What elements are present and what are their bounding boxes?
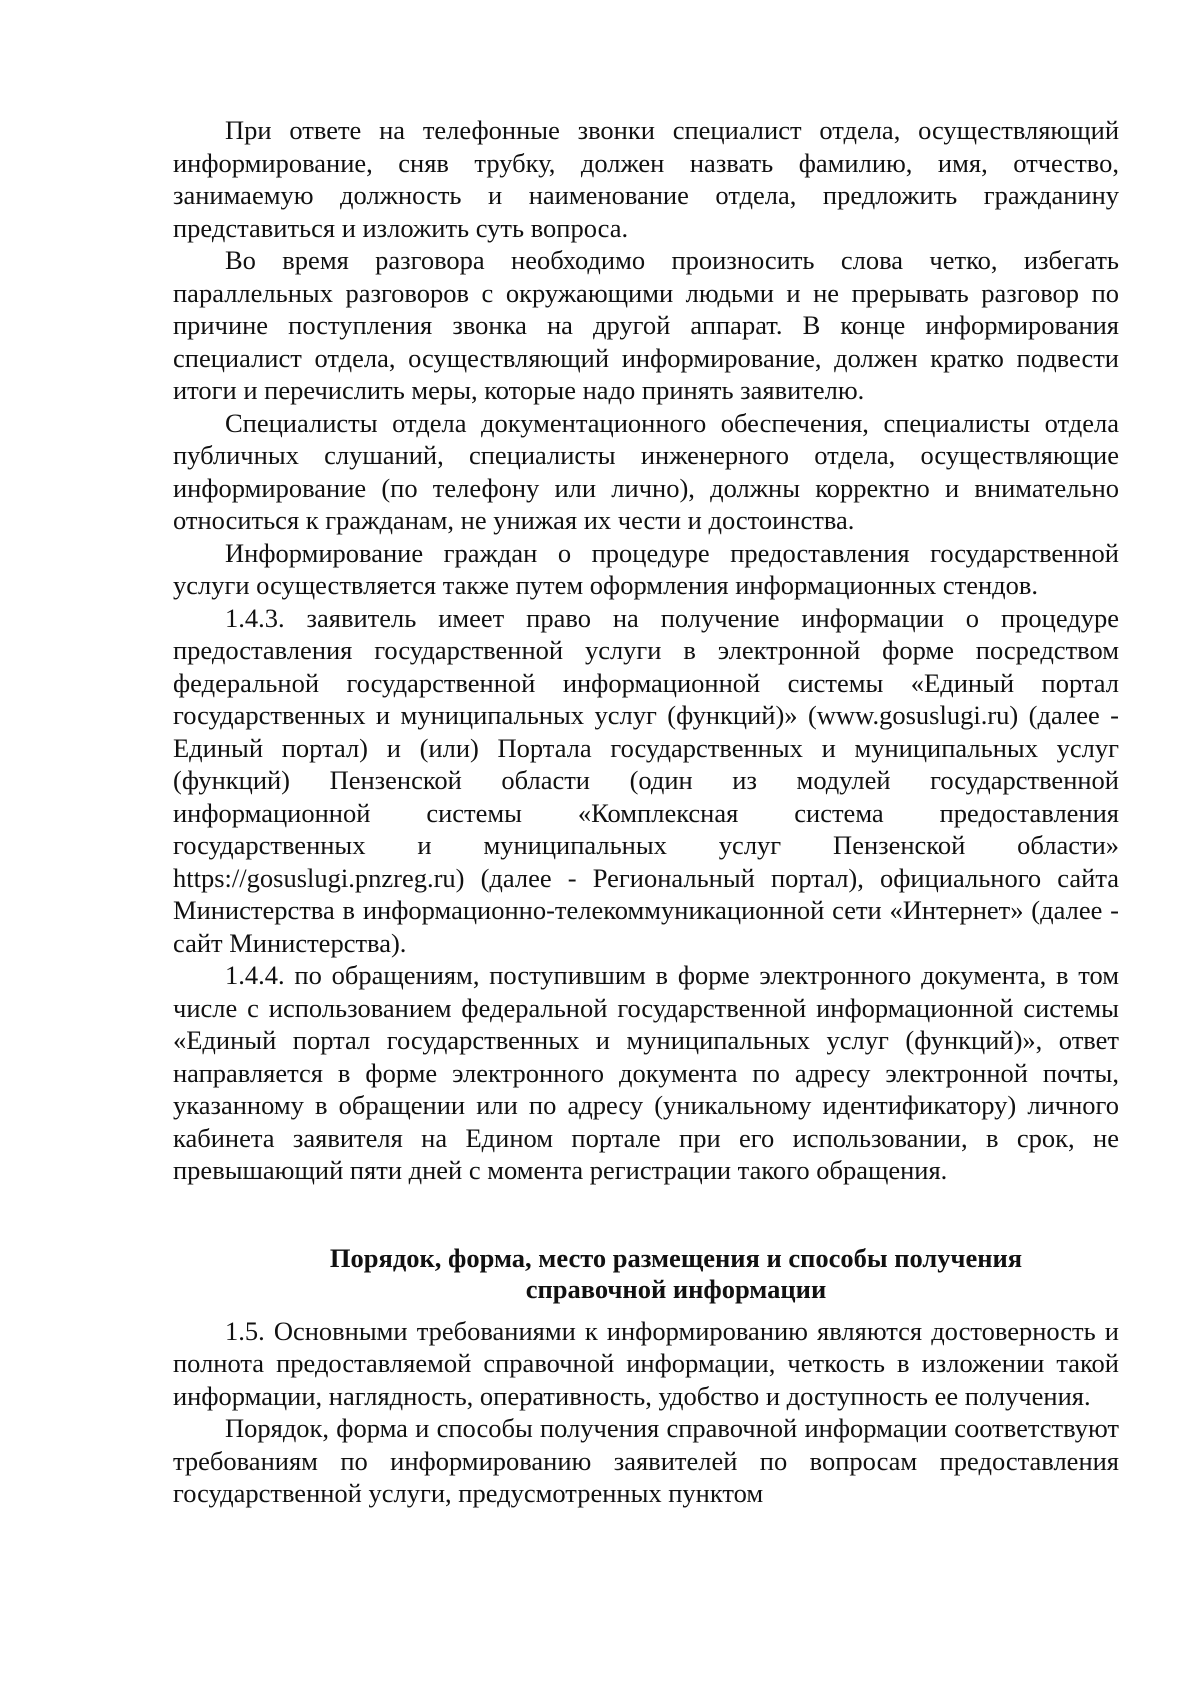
paragraph-1-5: 1.5. Основными требованиями к информированию являются достоверность и полнота предоставляемой справочной информации, четкость в изложении такой информации, наглядность, оперативность, удобство и доступность ее получения. — [173, 1315, 1119, 1411]
section-title-line-1: Порядок, форма, место размещения и способы получения — [329, 1242, 1023, 1273]
paragraph-1-4-3: 1.4.3. заявитель имеет право на получение информации о процедуре предоставления государственной услуги в электронной форме посредством федеральной государственной информационной системы «Единый портал государственных и муниципальных услуг (функций)» (www.gosuslugi.ru) (далее - Единый портал) и (или) Портала государственных и муниципальных услуг (функций) Пензенской области (один из модулей государственной информационной системы «Комплексная система предоставления государственных и муниципальных услуг Пензенской области» https://gosuslugi.pnzreg.ru) (далее - Региональный портал), официального сайта Министерства в информационно-телекоммуникационной сети «Интернет» (далее - сайт Министерства). — [173, 602, 1119, 958]
paragraph-info-stands: Информирование граждан о процедуре предоставления государственной услуги осуществляется также путем оформления информационных стендов. — [173, 537, 1119, 600]
section-title — [173, 1243, 1119, 1305]
paragraph-conversation-rules: Во время разговора необходимо произносить слова четко, избегать параллельных разговоров с окружающими людьми и не прерывать разговор по причине поступления звонка на другой аппарат. В конце информирования специалист отдела, осуществляющий информирование, должен кратко подвести итоги и перечислить меры, которые надо принять заявителю. — [173, 245, 1119, 405]
paragraph-order-form-methods: Порядок, форма и способы получения справочной информации соответствуют требованиям по информированию заявителей по вопросам предоставления государственной услуги, предусмотренных пунктом — [173, 1413, 1119, 1508]
document-page — [173, 114, 1119, 1510]
paragraph-1-4-4: 1.4.4. по обращениям, поступившим в форме электронного документа, в том числе с использованием федеральной государственной информационной системы «Единый портал государственных и муниципальных услуг (функций)», ответ направляется в форме электронного документа по адресу электронной почты, указанному в обращении или по адресу (уникальному идентификатору) личного кабинета заявителя на Едином портале при его использовании, в срок, не превышающий пяти дней с момента регистрации такого обращения. — [173, 960, 1119, 1185]
paragraph-specialists-conduct: Специалисты отдела документационного обеспечения, специалисты отдела публичных слушаний, специалисты инженерного отдела, осуществляющие информирование (по телефону или лично), должны корректно и внимательно относиться к гражданам, не унижая их чести и достоинства. — [173, 407, 1119, 535]
paragraph-phone-answer: При ответе на телефонные звонки специалист отдела, осуществляющий информирование, сняв трубку, должен назвать фамилию, имя, отчество, занимаемую должность и наименование отдела, предложить гражданину представиться и изложить суть вопроса. — [173, 115, 1119, 243]
section-title-line-2: справочной информации — [525, 1273, 827, 1304]
